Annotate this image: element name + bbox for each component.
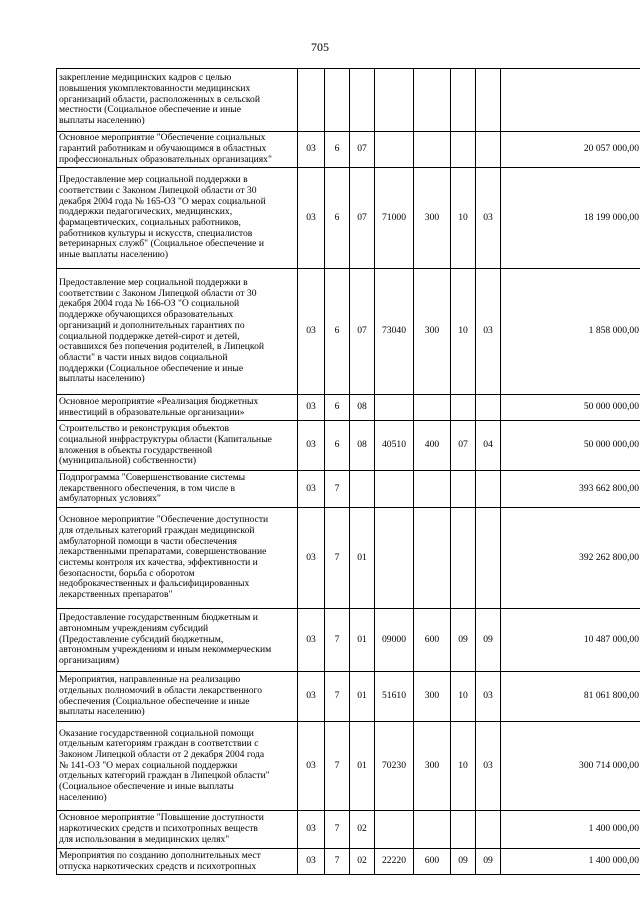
- main-activity-cell: [350, 69, 375, 132]
- description-cell: Основное мероприятие "Повышение доступности наркотических средств и психотропных веществ для использования в медицинских целях": [57, 811, 298, 849]
- subprogram-code-cell: 7: [325, 672, 350, 722]
- description-cell: Подпрограмма "Совершенствование системы лекарственного обеспечения, в том числе в амбулаторных условиях": [57, 471, 298, 508]
- program-code-cell: 03: [298, 849, 325, 875]
- main-activity-cell: 08: [350, 421, 375, 471]
- amount-cell: 50 000 000,00: [501, 421, 640, 471]
- table-row: [57, 168, 640, 269]
- section-cell: [451, 508, 476, 609]
- expense-direction-cell: [375, 132, 414, 168]
- expense-type-cell: [414, 471, 451, 508]
- expense-direction-cell: [375, 69, 414, 132]
- table-row: [57, 132, 640, 168]
- table-row: [57, 421, 640, 471]
- table-row: [57, 811, 640, 849]
- subsection-cell: [476, 395, 501, 421]
- table-row: [57, 471, 640, 508]
- expense-direction-cell: 71000: [375, 168, 414, 269]
- program-code-cell: 03: [298, 132, 325, 168]
- subsection-cell: [476, 471, 501, 508]
- main-activity-cell: 07: [350, 168, 375, 269]
- amount-cell: 10 487 000,00: [501, 609, 640, 672]
- expense-direction-cell: 70230: [375, 722, 414, 811]
- table-row: [57, 609, 640, 672]
- subprogram-code-cell: 7: [325, 508, 350, 609]
- expense-direction-cell: 73040: [375, 269, 414, 395]
- section-cell: [451, 395, 476, 421]
- main-activity-cell: 07: [350, 132, 375, 168]
- description-cell: Основное мероприятие "Обеспечение доступности для отдельных категорий граждан медицинской амбулаторной помощи в части обеспечения лекарственными препаратами, совершенствование системы контроля их качества, эффективности и безопасности, борьба с оборотом недоброкачественных и фальсифицированных лекарственных препаратов": [57, 508, 298, 609]
- subsection-cell: 03: [476, 168, 501, 269]
- subprogram-code-cell: [325, 69, 350, 132]
- main-activity-cell: 02: [350, 811, 375, 849]
- program-code-cell: 03: [298, 508, 325, 609]
- section-cell: [451, 132, 476, 168]
- expense-type-cell: 300: [414, 269, 451, 395]
- table-row: [57, 508, 640, 609]
- expense-type-cell: [414, 132, 451, 168]
- subsection-cell: 03: [476, 722, 501, 811]
- subprogram-code-cell: 7: [325, 471, 350, 508]
- subsection-cell: [476, 69, 501, 132]
- expense-type-cell: [414, 811, 451, 849]
- amount-cell: [501, 69, 640, 132]
- expense-type-cell: 300: [414, 722, 451, 811]
- expense-direction-cell: 40510: [375, 421, 414, 471]
- expense-type-cell: 300: [414, 168, 451, 269]
- budget-table: [56, 68, 640, 875]
- amount-cell: 1 858 000,00: [501, 269, 640, 395]
- expense-direction-cell: [375, 471, 414, 508]
- table-row: [57, 395, 640, 421]
- amount-cell: 20 057 000,00: [501, 132, 640, 168]
- subprogram-code-cell: 7: [325, 722, 350, 811]
- amount-cell: 18 199 000,00: [501, 168, 640, 269]
- program-code-cell: 03: [298, 609, 325, 672]
- subprogram-code-cell: 6: [325, 168, 350, 269]
- subsection-cell: [476, 508, 501, 609]
- section-cell: 09: [451, 609, 476, 672]
- section-cell: [451, 811, 476, 849]
- section-cell: 09: [451, 849, 476, 875]
- expense-type-cell: 600: [414, 609, 451, 672]
- expense-type-cell: 600: [414, 849, 451, 875]
- expense-direction-cell: 22220: [375, 849, 414, 875]
- program-code-cell: 03: [298, 269, 325, 395]
- program-code-cell: 03: [298, 672, 325, 722]
- description-cell: Строительство и реконструкция объектов социальной инфраструктуры области (Капитальные вложения в объекты государственной (муниципальной) собственности): [57, 421, 298, 471]
- section-cell: [451, 69, 476, 132]
- amount-cell: 1 400 000,00: [501, 849, 640, 875]
- description-cell: Мероприятия по созданию дополнительных мест отпуска наркотических средств и психотропных: [57, 849, 298, 875]
- subsection-cell: 04: [476, 421, 501, 471]
- description-cell: Оказание государственной социальной помощи отдельным категориям граждан в соответствии с Законом Липецкой области от 2 декабря 2004 года № 141-ОЗ "О мерах социальной поддержки отдельных категорий граждан в Липецкой области" (Социальное обеспечение и иные выплаты населению): [57, 722, 298, 811]
- amount-cell: 81 061 800,00: [501, 672, 640, 722]
- subsection-cell: 03: [476, 269, 501, 395]
- expense-type-cell: [414, 395, 451, 421]
- section-cell: 10: [451, 722, 476, 811]
- subprogram-code-cell: 6: [325, 421, 350, 471]
- main-activity-cell: 02: [350, 849, 375, 875]
- amount-cell: 392 262 800,00: [501, 508, 640, 609]
- subsection-cell: [476, 811, 501, 849]
- subsection-cell: 09: [476, 609, 501, 672]
- subsection-cell: 03: [476, 672, 501, 722]
- expense-type-cell: 300: [414, 672, 451, 722]
- program-code-cell: 03: [298, 395, 325, 421]
- main-activity-cell: 01: [350, 508, 375, 609]
- description-cell: Предоставление государственным бюджетным и автономным учреждениям субсидий (Предоставление субсидий бюджетным, автономным учреждениям и иным некоммерческим организациям): [57, 609, 298, 672]
- description-cell: Основное мероприятие «Реализация бюджетных инвестиций в образовательные организации»: [57, 395, 298, 421]
- table-row: [57, 672, 640, 722]
- section-cell: 10: [451, 672, 476, 722]
- amount-cell: 300 714 000,00: [501, 722, 640, 811]
- section-cell: 10: [451, 168, 476, 269]
- amount-cell: 1 400 000,00: [501, 811, 640, 849]
- main-activity-cell: [350, 471, 375, 508]
- main-activity-cell: 07: [350, 269, 375, 395]
- subprogram-code-cell: 6: [325, 395, 350, 421]
- main-activity-cell: 01: [350, 722, 375, 811]
- description-cell: Основное мероприятие "Обеспечение социальных гарантий работникам и обучающимся в областных профессиональных образовательных организациях": [57, 132, 298, 168]
- main-activity-cell: 01: [350, 672, 375, 722]
- expense-type-cell: [414, 508, 451, 609]
- subsection-cell: 09: [476, 849, 501, 875]
- description-cell: Предоставление мер социальной поддержки в соответствии с Законом Липецкой области от 30 декабря 2004 года № 165-ОЗ "О мерах социальной поддержки педагогических, медицинских, фармацевтических, социальных работников, работников культуры и искусств, специалистов ветеринарных служб" (Социальное обеспечение и иные выплаты населению): [57, 168, 298, 269]
- subprogram-code-cell: 6: [325, 269, 350, 395]
- section-cell: [451, 471, 476, 508]
- expense-direction-cell: 51610: [375, 672, 414, 722]
- table-row: [57, 269, 640, 395]
- expense-direction-cell: [375, 811, 414, 849]
- program-code-cell: 03: [298, 811, 325, 849]
- expense-type-cell: [414, 69, 451, 132]
- table-row: [57, 69, 640, 132]
- section-cell: 10: [451, 269, 476, 395]
- subprogram-code-cell: 7: [325, 609, 350, 672]
- section-cell: 07: [451, 421, 476, 471]
- amount-cell: 50 000 000,00: [501, 395, 640, 421]
- table-row: [57, 849, 640, 875]
- main-activity-cell: 01: [350, 609, 375, 672]
- expense-type-cell: 400: [414, 421, 451, 471]
- expense-direction-cell: [375, 395, 414, 421]
- table-row: [57, 722, 640, 811]
- subprogram-code-cell: 6: [325, 132, 350, 168]
- program-code-cell: 03: [298, 471, 325, 508]
- description-cell: Мероприятия, направленные на реализацию отдельных полномочий в области лекарственного обеспечения (Социальное обеспечение и иные выплаты населению): [57, 672, 298, 722]
- program-code-cell: 03: [298, 168, 325, 269]
- description-cell: Предоставление мер социальной поддержки в соответствии с Законом Липецкой области от 30 декабря 2004 года № 166-ОЗ "О социальной поддержке обучающихся образовательных организаций и дополнительных гарантиях по социальной поддержке детей-сирот и детей, оставшихся без попечения родителей, в Липецкой области" в части иных видов социальной поддержки (Социальное обеспечение и иные выплаты населению): [57, 269, 298, 395]
- description-cell: закрепление медицинских кадров с целью повышения укомплектованности медицинских организаций области, расположенных в сельской местности (Социальное обеспечение и иные выплаты населению): [57, 69, 298, 132]
- program-code-cell: [298, 69, 325, 132]
- subprogram-code-cell: 7: [325, 811, 350, 849]
- program-code-cell: 03: [298, 421, 325, 471]
- page-number: 705: [311, 40, 329, 54]
- main-activity-cell: 08: [350, 395, 375, 421]
- expense-direction-cell: [375, 508, 414, 609]
- expense-direction-cell: 09000: [375, 609, 414, 672]
- program-code-cell: 03: [298, 722, 325, 811]
- subprogram-code-cell: 7: [325, 849, 350, 875]
- amount-cell: 393 662 800,00: [501, 471, 640, 508]
- subsection-cell: [476, 132, 501, 168]
